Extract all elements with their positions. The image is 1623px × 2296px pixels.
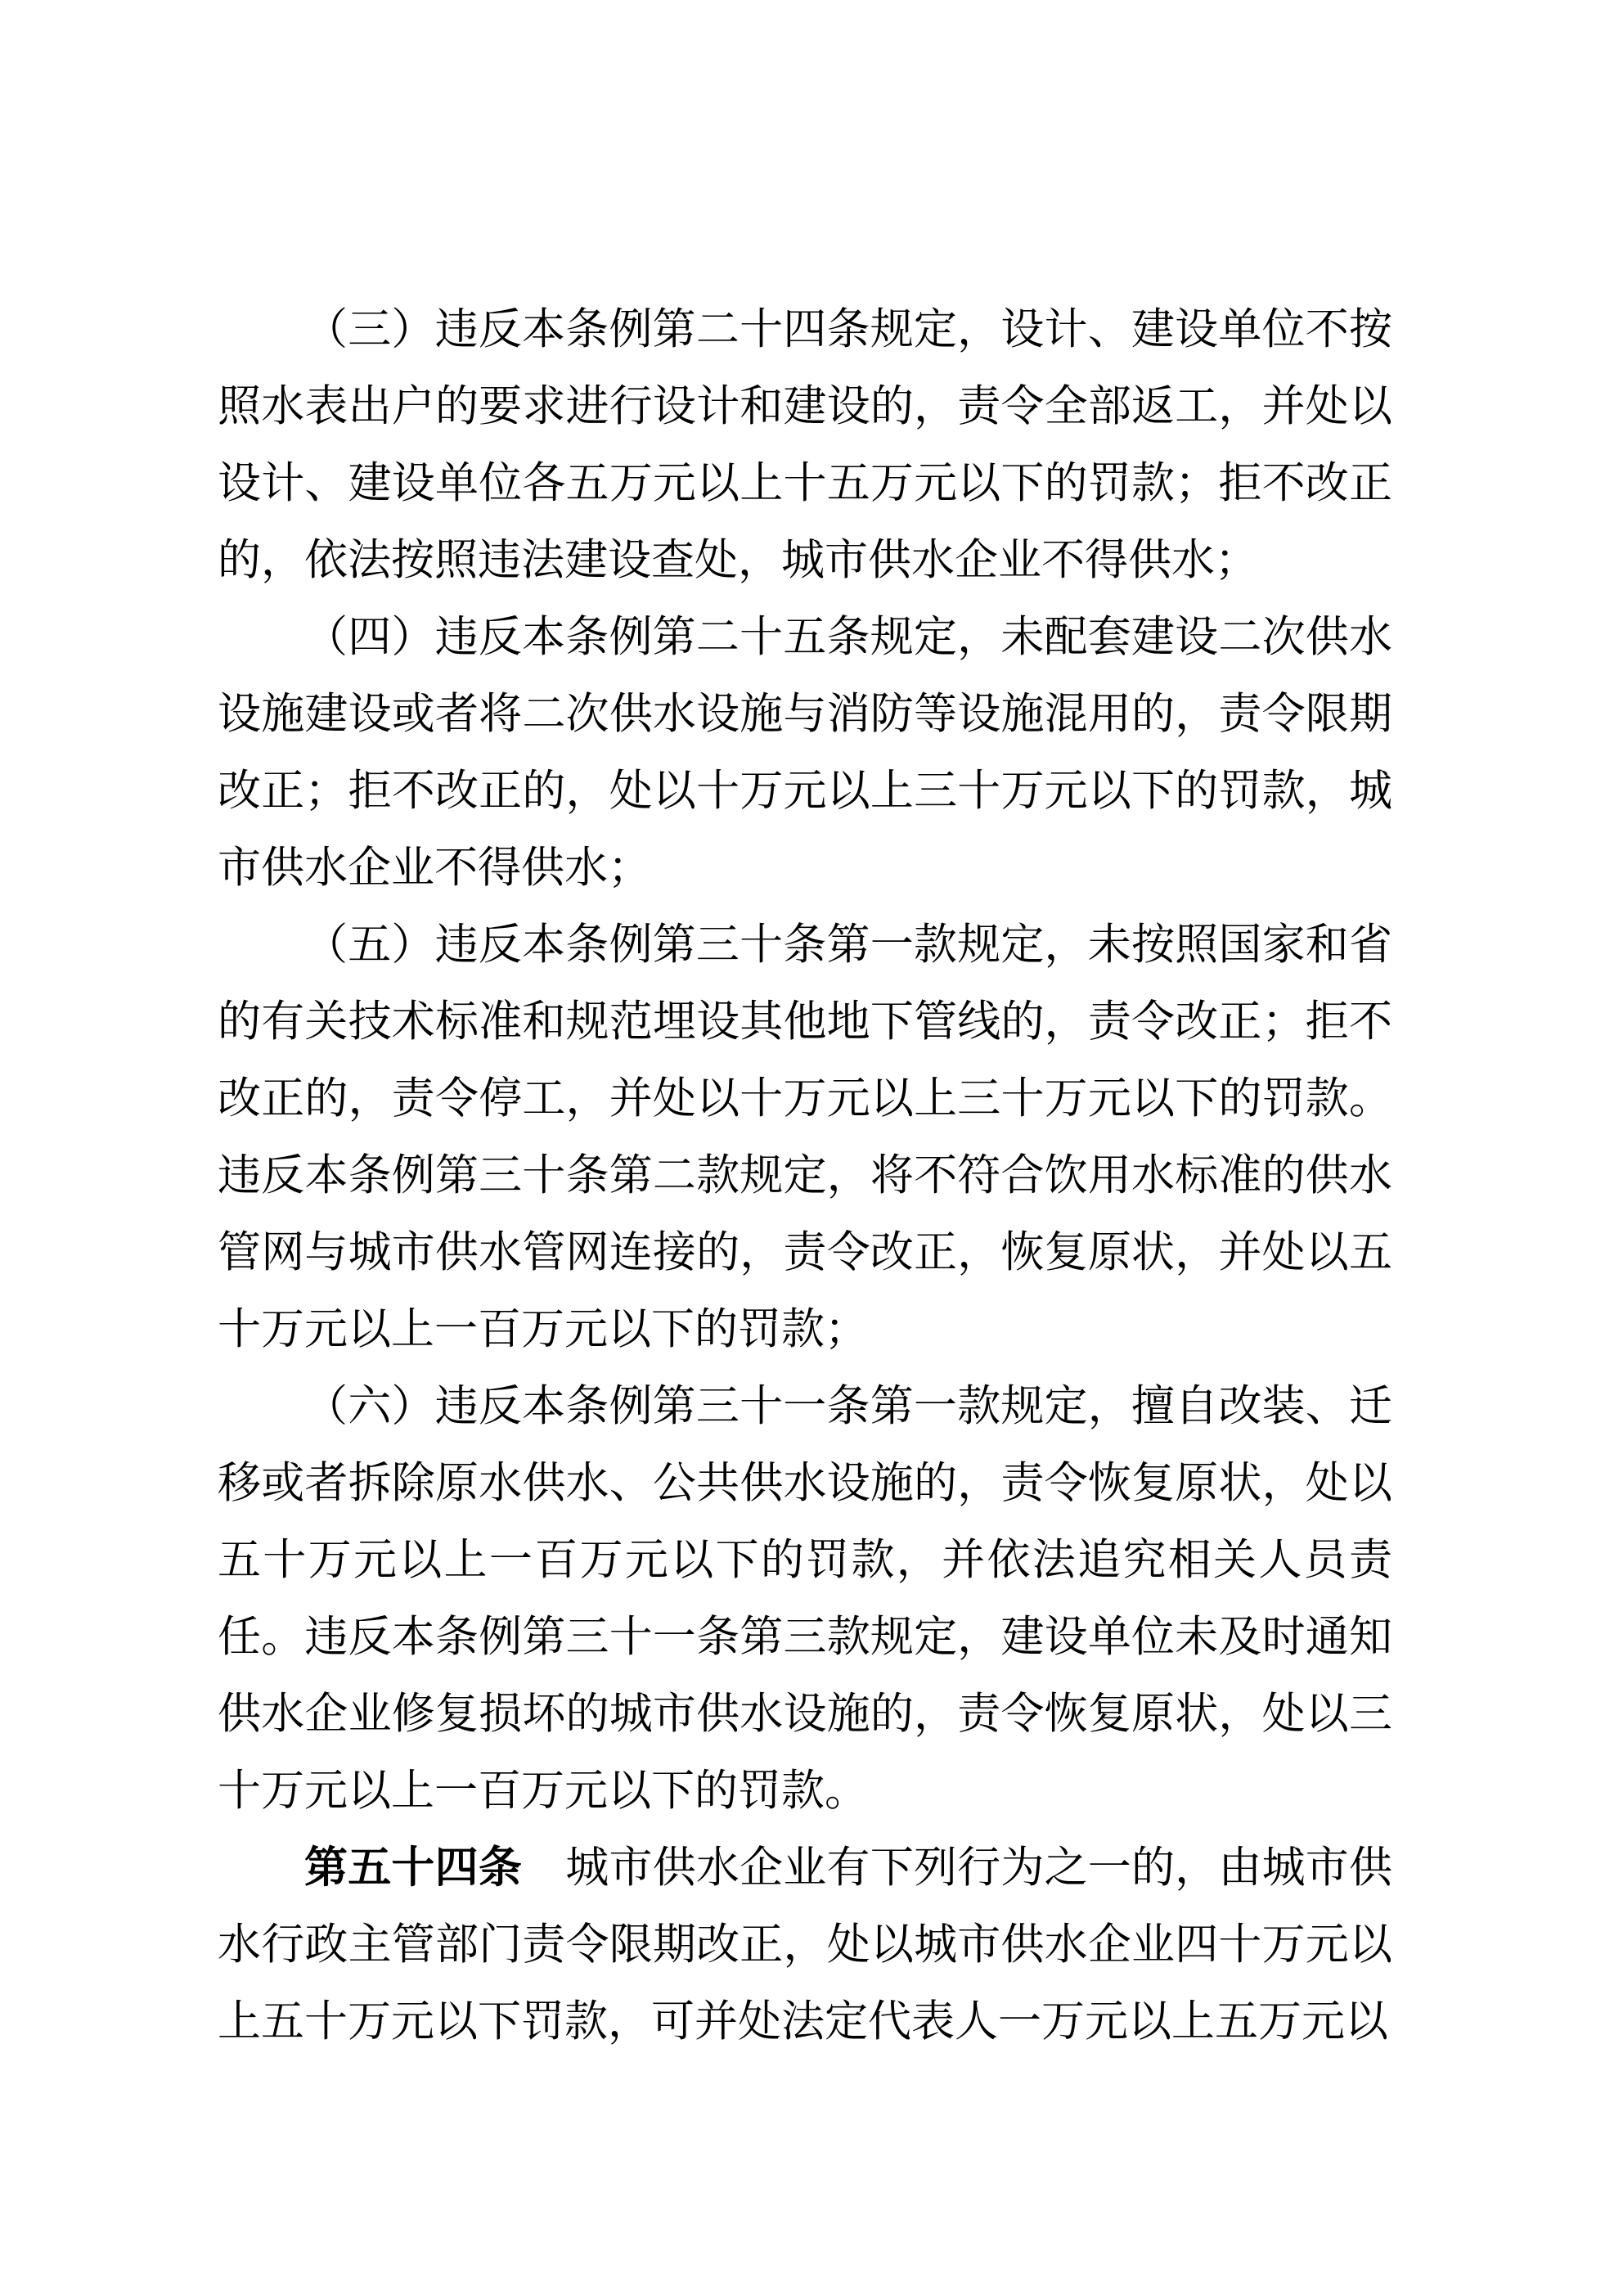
document-body — [218, 291, 1392, 2060]
para-item-3: （三）违反本条例第二十四条规定，设计、建设单位不按照水表出户的要求进行设计和建设的，责令全部返工，并处以设计、建设单位各五万元以上十五万元以下的罚款；拒不改正的，依法按照违法建设查处，城市供水企业不得供水； — [218, 306, 1392, 584]
article-54-number: 第五十四条 — [304, 1844, 523, 1892]
article-54-text: 城市供水企业有下列行为之一的，由城市供水行政主管部门责令限期改正，处以城市供水企业四十万元以上五十万元以下罚款，可并处法定代表人一万元以上五万元以 — [218, 1844, 1393, 2046]
para-item-6: （六）违反本条例第三十一条第一款规定，擅自改装、迁移或者拆除原水供水、公共供水设施的，责令恢复原状，处以五十万元以上一百万元以下的罚款，并依法追究相关人员责任。违反本条例第三十一条第三款规定，建设单位未及时通知供水企业修复损坏的城市供水设施的，责令恢复原状，处以三十万元以上一百万元以下的罚款。 — [218, 1383, 1392, 1815]
para-item-4: （四）违反本条例第二十五条规定，未配套建设二次供水设施建设或者将二次供水设施与消防等设施混用的，责令限期改正；拒不改正的，处以十万元以上三十万元以下的罚款，城市供水企业不得供水； — [218, 614, 1392, 892]
para-article-54 — [218, 1830, 1392, 2060]
para-item-5: （五）违反本条例第三十条第一款规定，未按照国家和省的有关技术标准和规范埋设其他地下管线的，责令改正；拒不改正的，责令停工，并处以十万元以上三十万元以下的罚款。违反本条例第三十条第二款规定，将不符合饮用水标准的供水管网与城市供水管网连接的，责令改正，恢复原状，并处以五十万元以上一百万元以下的罚款； — [218, 921, 1392, 1353]
